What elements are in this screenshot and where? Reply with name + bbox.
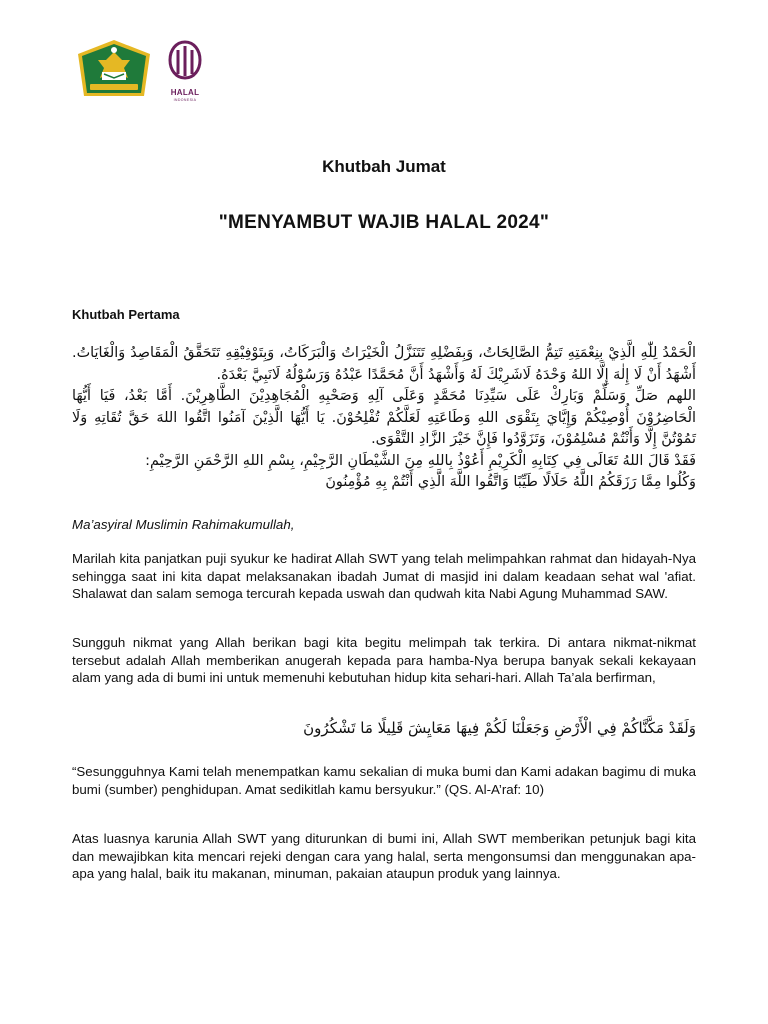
arabic-verse: وَلَقَدْ مَكَّنَّاكُمْ فِي الْأَرْضِ وَجَعَلْنَا لَكُمْ فِيهَا مَعَايِشَ قَلِيلًا مَا تَشْكُرُونَ: [303, 719, 696, 737]
verse-translation: “Sesungguhnya Kami telah menempatkan kamu sekalian di muka bumi dan Kami adakan bagimu di muka bumi (sumber) penghidupan. Amat sedikitlah kamu bersyukur.” (QS. Al-A’raf: 10): [72, 764, 696, 797]
arabic-paragraph: وَكُلُوا مِمَّا رَزَقَكُمُ اللَّهُ حَلَالًا طَيِّبًا وَاتَّقُوا اللَّهَ الَّذِي أَنْتُمْ بِهِ مُؤْمِنُونَ: [325, 474, 696, 490]
document-title: "MENYAMBUT WAJIB HALAL 2024": [218, 212, 550, 233]
section-heading: Khutbah Pertama: [72, 307, 180, 322]
body-paragraph-1: Marilah kita panjatkan puji syukur ke hadirat Allah SWT yang telah melimpahkan rahmat dan hidayah-Nya sehingga saat ini kita dapat melaksanakan ibadah Jumat di masjid ini dalam keadaan sehat wal 'afiat. Shalawat dan salam semoga tercurah kepada uswah dan qudwah kita Nabi Agung Muhammad SAW.: [72, 551, 696, 602]
halal-logo-subtext: INDONESIA: [173, 98, 197, 102]
salutation: Ma’asyiral Muslimin Rahimakumullah,: [72, 517, 295, 532]
arabic-paragraph: اللهم صَلِّ وَسَلِّمْ وَبَارِكْ عَلَى سَيِّدِنَا مُحَمَّدٍ وَعَلَى آلِهِ وَصَحْبِهِ الْمُجَاهِدِيْنَ الطَّاهِرِيْنَ. أَمَّا بَعْدُ، فَيَا أَيُّهَا الْحَاضِرُوْنَ أُوْصِيْكُمْ وَإِيَّايَ بِتَقْوَى اللهِ وَطَاعَتِهِ لَعَلَّكُمْ تُفْلِحُوْنَ. يَا أَيُّهَا الَّذِيْنَ آمَنُوا اتَّقُوا اللهَ حَقَّ تُقَاتِهِ وَلَا تَمُوْتُنَّ إِلَّا وَأَنْتُمْ مُسْلِمُوْنَ، وَتَزَوَّدُوا فَإِنَّ خَيْرَ الزَّادِ التَّقْوَى.: [72, 388, 696, 447]
arabic-paragraph: فَقَدْ قَالَ اللهُ تَعَالَى فِي كِتَابِهِ الْكَرِيْمِ أَعُوْذُ بِاللهِ مِنَ الشَّيْطَانِ الرَّجِيْمِ، بِسْمِ اللهِ الرَّحْمَنِ الرَّحِيْمِ:: [145, 452, 696, 469]
kemenag-emblem-icon: [76, 38, 152, 102]
halal-logo-text: HALAL: [170, 88, 200, 97]
halal-indonesia-logo-icon: [162, 38, 208, 104]
body-paragraph-2: Sungguh nikmat yang Allah berikan bagi kita begitu melimpah tak terkira. Di antara nikmat-nikmat tersebut adalah Allah memberikan anugerah kepada para hamba-Nya berupa banyak sekali kekayaan alam yang ada di bumi ini untuk memenuhi kebutuhan hidup kita sehari-hari. Allah Ta’ala berfirman,: [72, 635, 696, 686]
document-subtitle: Khutbah Jumat: [322, 157, 446, 176]
body-paragraph-3: Atas luasnya karunia Allah SWT yang diturunkan di bumi ini, Allah SWT memberikan petunjuk bagi kita dan mewajibkan kita mencari rejeki dengan cara yang halal, serta mengonsumsi dan menggunakan apa-apa yang halal, baik itu makanan, minuman, pakaian ataupun produk yang lainnya.: [72, 831, 696, 882]
arabic-paragraph: الْحَمْدُ لِلّٰهِ الَّذِيْ بِنِعْمَتِهِ تَتِمُّ الصَّالِحَاتُ، وَبِفَضْلِهِ تَتَنَزَّلُ الْخَيْرَاتُ وَالْبَرَكَاتُ، وَبِتَوْفِيْقِهِ تَتَحَقَّقُ الْمَقَاصِدُ وَالْغَايَاتُ. أَشْهَدُ أَنْ لَا إِلٰهَ إِلَّا اللهُ وَحْدَهُ لَاشَرِيْكَ لَهُ وَأَشْهَدُ أَنَّ مُحَمَّدًا عَبْدُهُ وَرَسُوْلُهُ لَانَبِيَّ بَعْدَهُ.: [72, 345, 696, 383]
halal-mark-icon: [162, 38, 208, 88]
arabic-opening-prayer: [72, 343, 696, 494]
